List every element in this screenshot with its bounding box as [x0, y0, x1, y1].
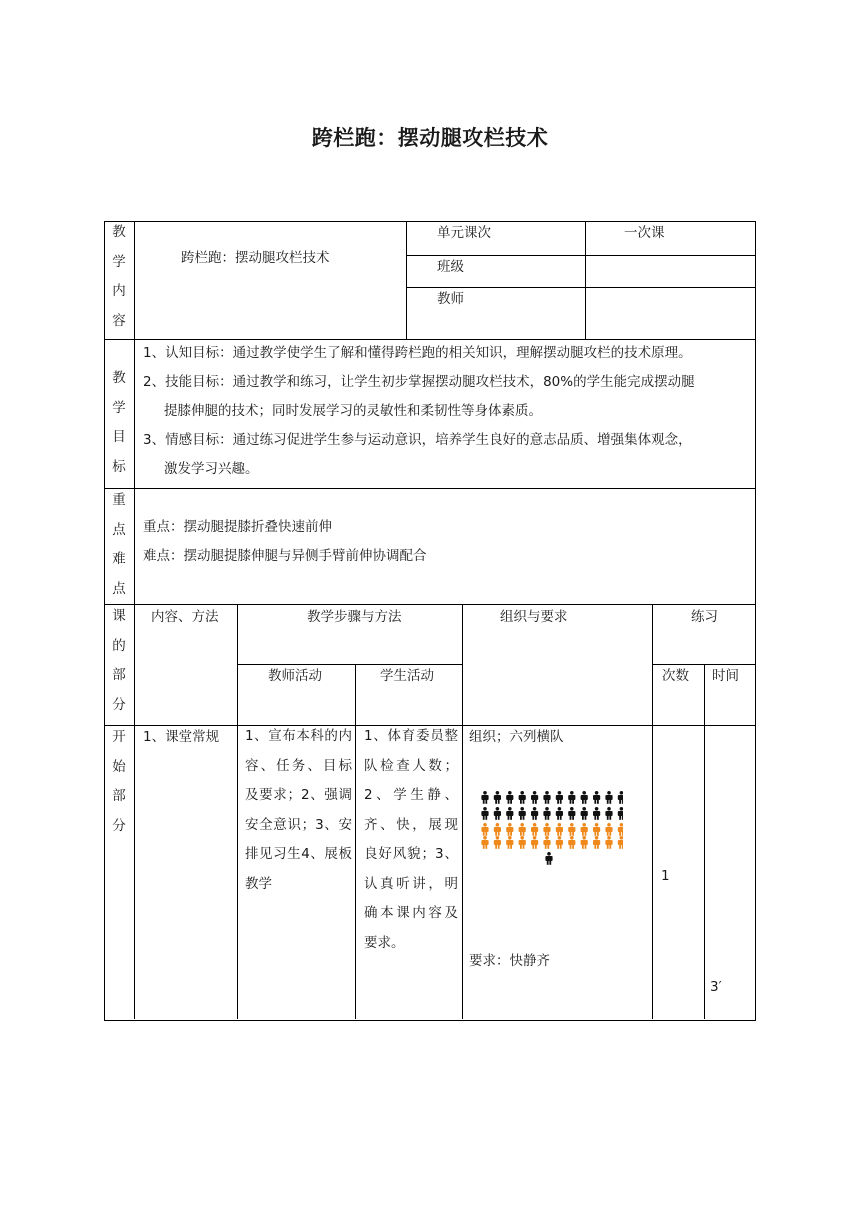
six-row-formation-diagram: [478, 790, 623, 870]
teaching-content-value: 跨栏跑：摆动腿攻栏技术: [181, 250, 330, 266]
col-divider: [237, 604, 238, 1019]
person-icon: [556, 823, 563, 836]
person-icon: [605, 807, 612, 820]
col-divider: [652, 604, 653, 1019]
student-activity-text: 1、体育委员整队检查人数；2、学生静、齐、快，展现良好风貌；3、认真听讲，明确本课内容及要求。: [364, 728, 458, 951]
person-icon: [519, 807, 526, 820]
person-icon: [481, 807, 488, 820]
goal-line: 3、情感目标：通过练习促进学生参与运动意识，培养学生良好的意志品质、增强集体观念，: [143, 432, 692, 448]
row-divider: [237, 664, 462, 665]
row-header-key-difficult: 重 点 难 点: [112, 492, 126, 597]
col-divider: [134, 221, 135, 1019]
person-icon: [556, 791, 563, 804]
column-header-teacher-activity: 教师活动: [268, 668, 322, 684]
unit-value: 一次课: [624, 225, 665, 241]
column-header-content-method: 内容、方法: [151, 609, 219, 625]
requirement-text: 要求：快静齐: [469, 953, 550, 969]
row-divider: [104, 604, 755, 605]
row-header-teaching-goals: 教 学 目 标: [112, 370, 126, 475]
person-icon: [556, 807, 563, 820]
person-icon: [581, 836, 588, 849]
goal-line: 1、认知目标：通过教学使学生了解和懂得跨栏跑的相关知识，理解摆动腿攻栏的技术原理。: [143, 345, 692, 361]
person-icon: [618, 791, 623, 804]
person-icon: [494, 807, 501, 820]
person-icon: [545, 852, 552, 865]
person-icon: [494, 823, 501, 836]
person-icon: [531, 791, 538, 804]
person-icon: [605, 791, 612, 804]
person-icon: [568, 807, 575, 820]
row-divider: [104, 488, 755, 489]
column-header-student-activity: 学生活动: [380, 668, 434, 684]
col-divider: [355, 664, 356, 1019]
person-icon: [568, 836, 575, 849]
unit-label: 单元课次: [437, 225, 491, 241]
person-icon: [556, 836, 563, 849]
person-icon: [593, 807, 600, 820]
person-icon: [506, 836, 513, 849]
person-icon: [618, 823, 623, 836]
person-icon: [605, 836, 612, 849]
person-icon: [605, 823, 612, 836]
person-icon: [531, 807, 538, 820]
page-title: 跨栏跑：摆动腿攻栏技术: [311, 126, 549, 150]
row-divider: [406, 255, 755, 256]
col-divider: [704, 664, 705, 1019]
person-icon: [568, 791, 575, 804]
person-icon: [494, 791, 501, 804]
person-icon: [506, 791, 513, 804]
difficult-point: 难点：摆动腿提膝伸腿与异侧手臂前伸协调配合: [143, 548, 427, 564]
person-icon: [519, 836, 526, 849]
column-header-steps: 教学步骤与方法: [307, 609, 402, 625]
teacher-activity-text: 1、宣布本科的内容、任务、目标及要求；2、强调安全意识；3、安排见习生4、展板教学: [245, 728, 352, 892]
row-header-section: 课 的 部 分: [112, 608, 126, 713]
person-icon: [543, 836, 550, 849]
person-icon: [531, 823, 538, 836]
person-icon: [506, 807, 513, 820]
person-icon: [481, 836, 488, 849]
teacher-label: 教师: [437, 291, 464, 307]
person-icon: [506, 823, 513, 836]
col-divider: [585, 221, 586, 339]
person-icon: [494, 836, 501, 849]
practice-times-value: 1: [661, 868, 670, 884]
person-icon: [618, 836, 623, 849]
person-icon: [481, 823, 488, 836]
organization-text: 组织；六列横队: [469, 729, 564, 745]
person-icon: [581, 807, 588, 820]
row-header-start-section: 开 始 部 分: [112, 729, 126, 834]
row-divider: [406, 287, 755, 288]
start-content: 1、课堂常规: [143, 729, 220, 745]
goal-line: 2、技能目标：通过教学和练习，让学生初步掌握摆动腿攻栏技术，80%的学生能完成摆动腿: [143, 374, 695, 390]
person-icon: [581, 791, 588, 804]
col-divider: [406, 221, 407, 339]
column-header-times: 次数: [662, 668, 689, 684]
goal-line: 提膝伸腿的技术；同时发展学习的灵敏性和柔韧性等身体素质。: [164, 403, 542, 419]
person-icon: [618, 807, 623, 820]
person-icon: [568, 823, 575, 836]
person-icon: [593, 791, 600, 804]
column-header-organization: 组织与要求: [500, 609, 568, 625]
person-icon: [593, 836, 600, 849]
class-label: 班级: [437, 259, 464, 275]
person-icon: [519, 823, 526, 836]
person-icon: [581, 823, 588, 836]
person-icon: [519, 791, 526, 804]
col-divider: [462, 604, 463, 1019]
key-point: 重点：摆动腿提膝折叠快速前伸: [143, 519, 332, 535]
person-icon: [543, 791, 550, 804]
goal-line: 激发学习兴趣。: [164, 461, 259, 477]
column-header-time: 时间: [712, 668, 739, 684]
person-icon: [531, 836, 538, 849]
person-icon: [593, 823, 600, 836]
column-header-practice: 练习: [691, 609, 718, 625]
person-icon: [543, 823, 550, 836]
row-header-teaching-content: 教 学 内 容: [112, 224, 126, 329]
practice-time-value: 3′: [710, 979, 722, 995]
person-icon: [481, 791, 488, 804]
person-icon: [543, 807, 550, 820]
